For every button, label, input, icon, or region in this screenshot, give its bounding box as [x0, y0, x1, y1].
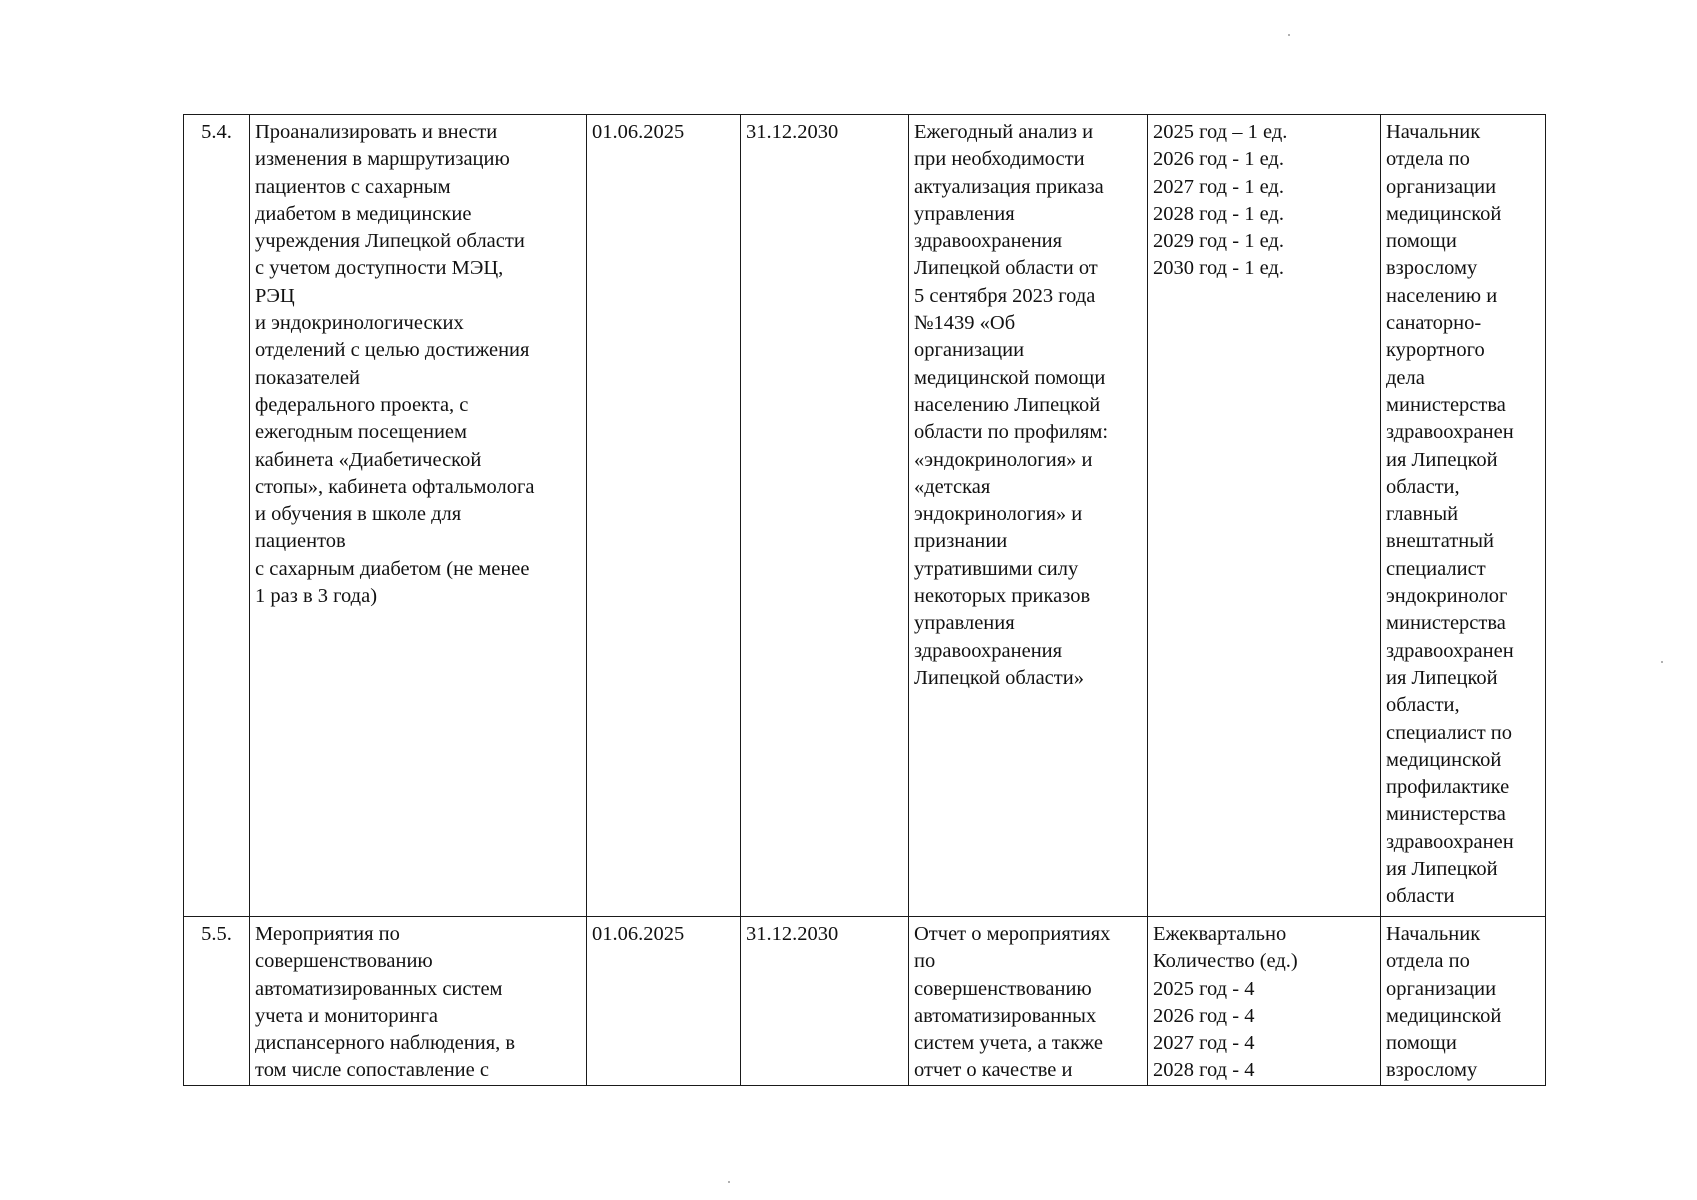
row-number: 5.5.	[184, 917, 250, 1086]
indicator-cell: Ежеквартально Количество (ед.) 2025 год - 4 2026 год - 4 2027 год - 4 2028 год - 4	[1148, 917, 1381, 1086]
activity-cell: Мероприятия по совершенствованию автоматизированных систем учета и мониторинга диспансерного наблюдения, в том числе сопоставление с	[250, 917, 587, 1086]
result-cell: Ежегодный анализ и при необходимости актуализация приказа управления здравоохранения Липецкой области от 5 сентября 2023 года №1439 «Об организации медицинской помощи населению Липецкой области по профилям: «эндокринология» и «детская эндокринология» и признании утратившими силу некоторых приказов управления здравоохранения Липецкой области»	[909, 115, 1148, 917]
start-date-cell: 01.06.2025	[587, 917, 741, 1086]
table-row	[184, 917, 1546, 1086]
scan-speck	[1288, 34, 1290, 36]
table-row	[184, 115, 1546, 917]
responsible-cell: Начальник отдела по организации медицинской помощи взрослому	[1381, 917, 1546, 1086]
start-date-cell: 01.06.2025	[587, 115, 741, 917]
end-date-cell: 31.12.2030	[741, 917, 909, 1086]
responsible-cell: Начальник отдела по организации медицинской помощи взрослому населению и санаторно- курортного дела министерства здравоохранен ия Липецкой области, главный внештатный специалист эндокринолог министерства здравоохранен ия Липецкой области, специалист по медицинской профилактике министерства здравоохранен ия Липецкой области	[1381, 115, 1546, 917]
measures-table	[183, 114, 1546, 1086]
result-cell: Отчет о мероприятиях по совершенствованию автоматизированных систем учета, а также отчет о качестве и	[909, 917, 1148, 1086]
end-date-cell: 31.12.2030	[741, 115, 909, 917]
activity-cell: Проанализировать и внести изменения в маршрутизацию пациентов с сахарным диабетом в медицинские учреждения Липецкой области с учетом доступности МЭЦ, РЭЦ и эндокринологических отделений с целью достижения показателей федерального проекта, с ежегодным посещением кабинета «Диабетической стопы», кабинета офтальмолога и обучения в школе для пациентов с сахарным диабетом (не менее 1 раз в 3 года)	[250, 115, 587, 917]
indicator-cell: 2025 год – 1 ед. 2026 год - 1 ед. 2027 год - 1 ед. 2028 год - 1 ед. 2029 год - 1 ед. 2030 год - 1 ед.	[1148, 115, 1381, 917]
scan-speck	[1661, 661, 1663, 663]
scan-speck	[728, 1181, 730, 1183]
row-number: 5.4.	[184, 115, 250, 917]
